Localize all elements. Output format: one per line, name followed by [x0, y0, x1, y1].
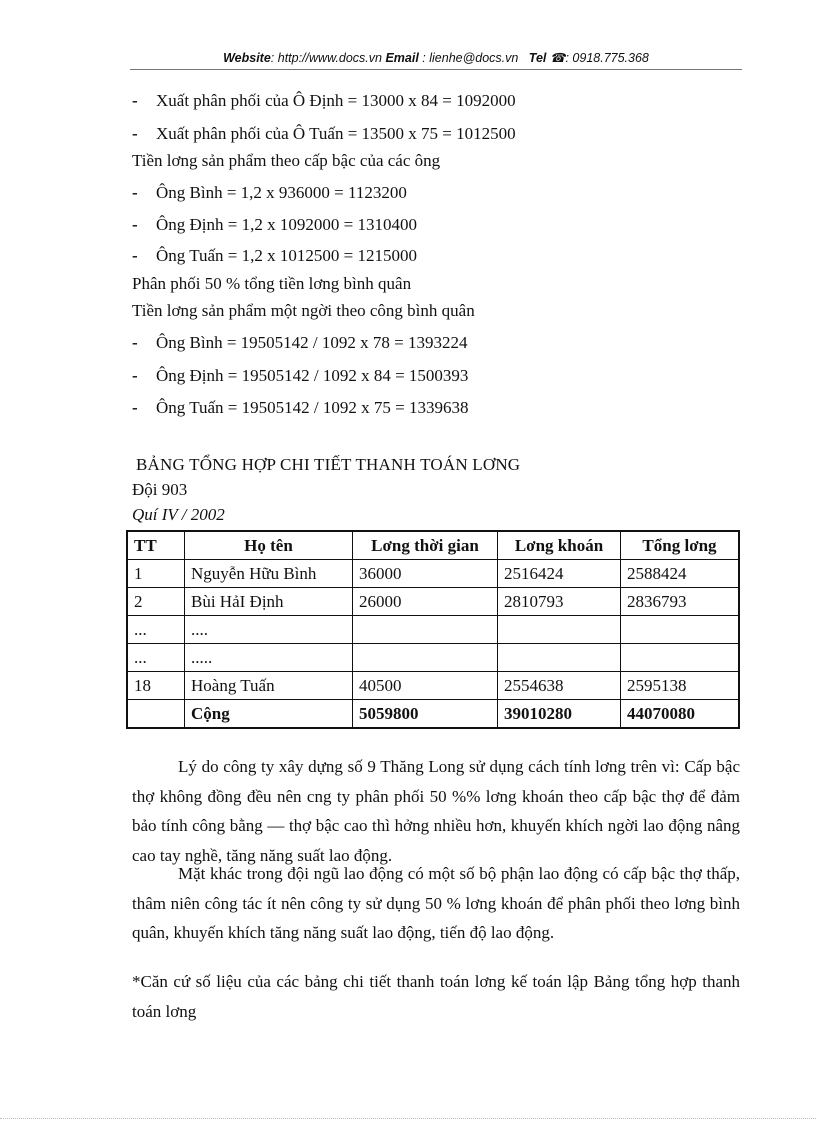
- cell: 26000: [353, 588, 498, 616]
- text-line: Tiền lơng sản phẩm một ngời theo công bình quân: [132, 301, 475, 320]
- header-divider: [130, 69, 742, 70]
- cell: 2810793: [498, 588, 621, 616]
- cell: 2588424: [621, 560, 740, 588]
- cell: 44070080: [621, 700, 740, 729]
- cell: [498, 616, 621, 644]
- list-item: - Xuất phân phối của Ô Tuấn = 13500 x 75 = 1012500: [132, 124, 516, 143]
- tel-value: : 0918.775.368: [565, 51, 649, 65]
- table-row: [127, 644, 739, 672]
- payment-table: [126, 530, 740, 729]
- list-item: - Ông Định = 19505142 / 1092 x 84 = 1500393: [132, 366, 469, 385]
- paragraph: Lý do công ty xây dựng số 9 Thăng Long sử dụng cách tính lơng trên vì: Cấp bậc thợ không đồng đều nên cng ty phân phối 50 %% lơng khoán theo cấp bậc thợ để đảm bảo tính công bằng — thợ bậc cao thì hởng nhiều hơn, khuyến khích ngời lao động nâng cao tay nghề, tăng năng suất lao động.: [132, 757, 740, 865]
- cell: Cộng: [185, 700, 353, 729]
- team-label: Đội 903: [132, 480, 188, 499]
- quarter-label: Quí IV / 2002: [132, 505, 225, 524]
- table-row: [127, 588, 739, 616]
- cell: 36000: [353, 560, 498, 588]
- list-item: - Ông Bình = 1,2 x 936000 = 1123200: [132, 183, 407, 202]
- cell: [127, 700, 185, 729]
- cell: .....: [185, 644, 353, 672]
- cell: ....: [185, 616, 353, 644]
- list-item: - Ông Định = 1,2 x 1092000 = 1310400: [132, 215, 417, 234]
- cell: 2: [127, 588, 185, 616]
- email-value: : lienhe@docs.vn: [418, 51, 519, 65]
- paragraph: Mặt khác trong đội ngũ lao động có một số bộ phận lao động có cấp bậc thợ thấp, thâm niên công tác ít nên công ty sử dụng 50 % lơng khoán để phân phối theo lơng bình quân, khuyến khích tăng năng suất lao động, tiến độ lao động.: [132, 864, 740, 942]
- cell: [353, 616, 498, 644]
- cell: 39010280: [498, 700, 621, 729]
- cell: 2516424: [498, 560, 621, 588]
- page-header: [130, 50, 742, 65]
- table-title: BẢNG TỔNG HỢP CHI TIẾT THANH TOÁN LƠNG: [136, 455, 521, 474]
- cell: 2554638: [498, 672, 621, 700]
- text-line: Phân phối 50 % tổng tiền lơng bình quân: [132, 274, 412, 293]
- table-row: [127, 616, 739, 644]
- cell: Hoàng Tuấn: [185, 672, 353, 700]
- cell: ...: [127, 644, 185, 672]
- col-header: Lơng thời gian: [353, 531, 498, 560]
- list-item: - Ông Tuấn = 19505142 / 1092 x 75 = 1339638: [132, 398, 469, 417]
- cell: Nguyễn Hữu Bình: [185, 560, 353, 588]
- table-header-row: [127, 531, 739, 560]
- cell: 2836793: [621, 588, 740, 616]
- website-label: Website: [223, 51, 271, 65]
- cell: [621, 616, 740, 644]
- cell: [498, 644, 621, 672]
- cell: Bùi HảI Định: [185, 588, 353, 616]
- page-bottom-rule: [0, 1118, 816, 1119]
- table-row: [127, 560, 739, 588]
- table-row: [127, 672, 739, 700]
- cell: [621, 644, 740, 672]
- list-item: - Ông Bình = 19505142 / 1092 x 78 = 1393224: [132, 333, 468, 352]
- col-header: TT: [127, 531, 185, 560]
- website-value: : http://www.docs.vn: [270, 51, 382, 65]
- email-label: Email: [385, 51, 419, 65]
- phone-icon: ☎: [549, 51, 566, 65]
- cell: 40500: [353, 672, 498, 700]
- col-header: Lơng khoán: [498, 531, 621, 560]
- list-item: - Xuất phân phối của Ô Định = 13000 x 84 = 1092000: [132, 91, 516, 110]
- paragraph: *Căn cứ số liệu của các bảng chi tiết thanh toán lơng kế toán lập Bảng tổng hợp thanh toán lơng: [132, 972, 740, 1021]
- cell: [353, 644, 498, 672]
- text-line: Tiền lơng sản phẩm theo cấp bậc của các ông: [132, 151, 441, 170]
- col-header: Tổng lơng: [621, 531, 740, 560]
- cell: ...: [127, 616, 185, 644]
- cell: 18: [127, 672, 185, 700]
- tel-label: Tel: [528, 51, 547, 65]
- col-header: Họ tên: [185, 531, 353, 560]
- list-item: - Ông Tuấn = 1,2 x 1012500 = 1215000: [132, 246, 417, 265]
- table-total-row: [127, 700, 739, 729]
- cell: 5059800: [353, 700, 498, 729]
- cell: 2595138: [621, 672, 740, 700]
- cell: 1: [127, 560, 185, 588]
